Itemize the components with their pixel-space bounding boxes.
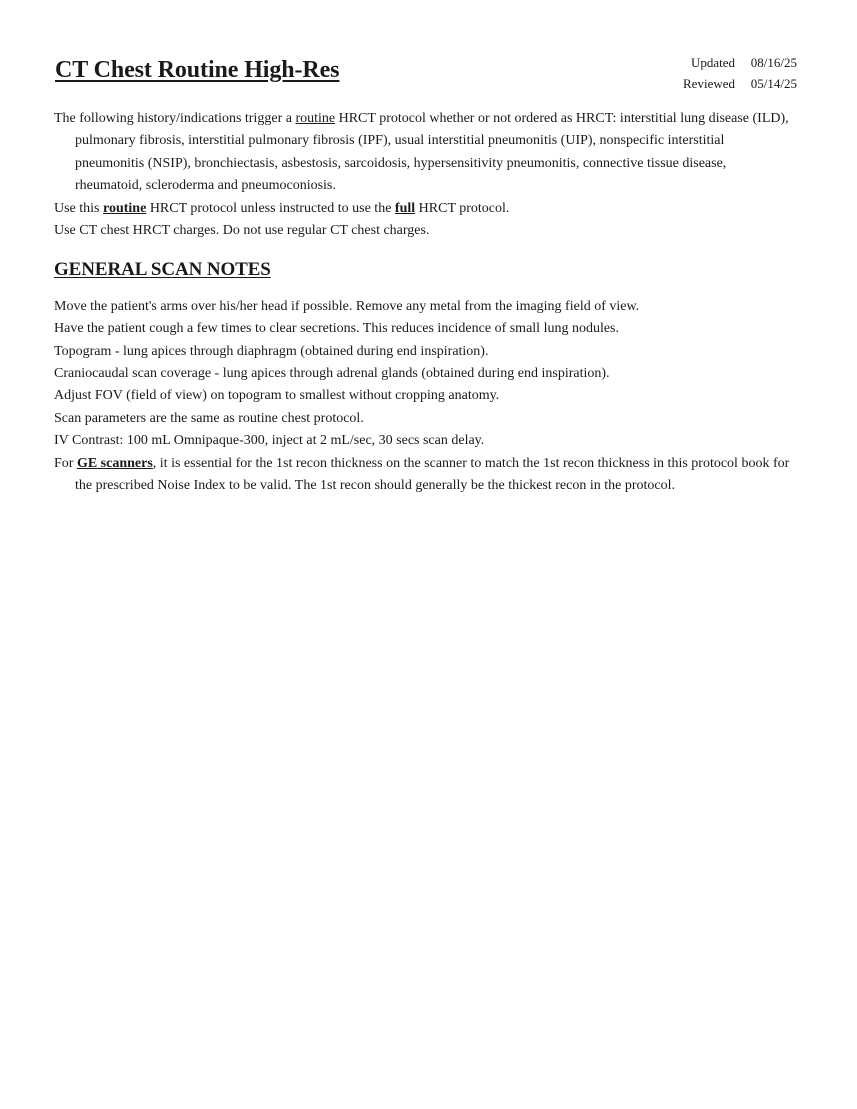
protocol-routine-emphasis: routine — [103, 200, 147, 216]
protocol-usage-c: HRCT protocol unless instructed to use the — [146, 200, 395, 216]
note-fov: Adjust FOV (field of view) on topogram to smallest without cropping anatomy. — [54, 388, 500, 404]
page-title: CT Chest Routine High-Res — [55, 57, 340, 83]
note-scan-parameters: Scan parameters are the same as routine chest protocol. — [54, 410, 364, 426]
indications-paragraph — [54, 108, 794, 198]
reviewed-date: 05/14/25 — [750, 76, 797, 91]
note-ge-a: For — [54, 455, 77, 471]
note-arms-metal: Move the patient's arms over his/her head if possible. Remove any metal from the imaging field of view. — [54, 298, 640, 314]
indications-text-rest: HRCT protocol whether or not ordered as HRCT: interstitial lung disease (ILD), pulmonary fibrosis, interstitial pulmonary fibrosis (IPF), usual interstitial pneumonitis (UIP), nonspecific interstitial pneumonitis (NSIP), bronchiectasis, asbestosis, sarcoidosis, hypersensitivity pneumonitis, connective tissue disease, rheumatoid, scleroderma and pneumoconiosis. — [75, 111, 789, 194]
protocol-usage-a: Use this — [54, 200, 103, 216]
indications-text-start: The following history/indications trigger a — [54, 111, 296, 126]
note-iv-contrast: IV Contrast: 100 mL Omnipaque-300, inject at 2 mL/sec, 30 secs scan delay. — [54, 433, 485, 449]
charges-line: Use CT chest HRCT charges. Do not use regular CT chest charges. — [54, 223, 430, 239]
updated-date: 08/16/25 — [750, 55, 797, 70]
general-scan-notes-heading: GENERAL SCAN NOTES — [54, 259, 271, 281]
note-topogram: Topogram - lung apices through diaphragm (obtained during end inspiration). — [54, 343, 489, 359]
note-ge-scanners — [54, 453, 794, 498]
note-cough: Have the patient cough a few times to clear secretions. This reduces incidence of small lung nodules. — [54, 321, 620, 337]
protocol-usage-line — [54, 198, 794, 220]
ge-scanners-emphasis: GE scanners — [76, 455, 153, 471]
protocol-full-emphasis: full — [394, 200, 416, 216]
document-body — [54, 108, 794, 498]
protocol-usage-e: HRCT protocol. — [415, 200, 510, 216]
indications-routine-emphasis: routine — [295, 111, 336, 126]
updated-label: Updated — [690, 55, 735, 70]
updated-row — [683, 52, 797, 73]
note-ge-c: , it is essential for the 1st recon thickness on the scanner to match the 1st recon thickness in this protocol book for the prescribed Noise Index to be valid. The 1st recon should generally be the thickest recon in the protocol. — [75, 455, 790, 494]
reviewed-row — [683, 73, 797, 94]
reviewed-label: Reviewed — [683, 76, 735, 91]
revision-dates — [683, 52, 797, 94]
note-scan-coverage: Craniocaudal scan coverage - lung apices through adrenal glands (obtained during end inspiration). — [54, 366, 610, 382]
